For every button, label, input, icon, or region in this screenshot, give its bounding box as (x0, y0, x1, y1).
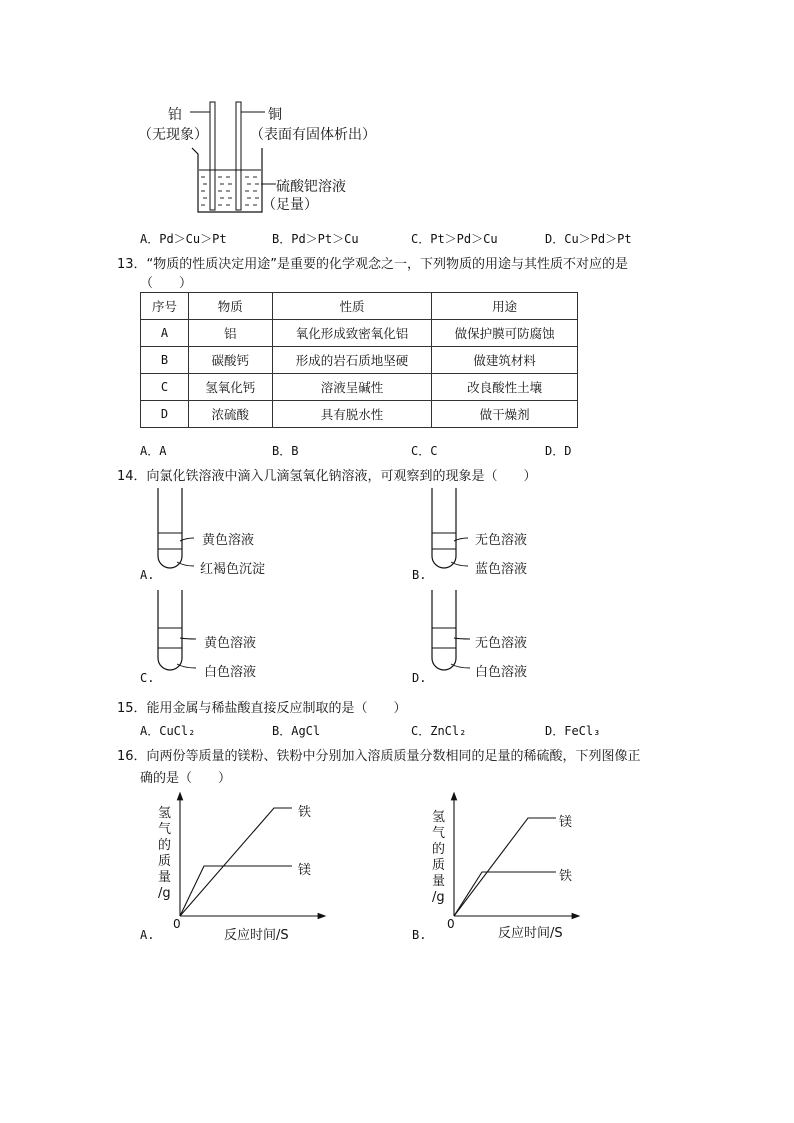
x-axis-label: 反应时间/S (224, 928, 289, 943)
table-row (141, 347, 578, 374)
copper-note: （表面有固体析出） (250, 127, 376, 143)
q15-stem: 15．能用金属与稀盐酸直接反应制取的是（ ） (117, 701, 407, 716)
platinum-label: 铂 (168, 107, 182, 123)
choice-letter: A. (140, 568, 155, 582)
lower-layer-label: 红褐色沉淀 (200, 562, 266, 577)
q13-option-b[interactable]: B．B (272, 444, 299, 458)
q15-option-b[interactable]: B．AgCl (272, 724, 321, 738)
lower-curve-label: 铁 (559, 869, 573, 884)
table-row (141, 374, 578, 401)
copper-label: 铜 (268, 107, 282, 123)
table-cell: 铝 (188, 320, 272, 347)
table-cell: 做建筑材料 (432, 347, 578, 374)
platinum-note: （无现象） (138, 127, 208, 143)
table-cell: A (141, 320, 189, 347)
table-header-row (141, 293, 578, 320)
header-cell: 物质 (188, 293, 272, 320)
x-axis-label: 反应时间/S (498, 926, 563, 941)
origin-label: 0 (173, 917, 181, 931)
q13-stem: 13．“物质的性质决定用途”是重要的化学观念之一，下列物质的用途与其性质不对应的是 (117, 257, 629, 272)
table-cell: 改良酸性土壤 (432, 374, 578, 401)
q12-option-b[interactable]: B．Pd＞Pt＞Cu (272, 232, 359, 246)
table-cell: D (141, 401, 189, 428)
table-cell: 形成的岩石质地坚硬 (272, 347, 432, 374)
y-axis-label: 氢 气 的 质 量 /g (432, 810, 446, 905)
table-cell: 溶液呈碱性 (272, 374, 432, 401)
origin-label: 0 (447, 917, 455, 931)
magnesium-curve (180, 866, 292, 916)
q12-option-a[interactable]: A．Pd＞Cu＞Pt (140, 232, 227, 246)
q16-stem-line2: 确的是（ ） (140, 771, 232, 786)
table-cell: 做干燥剂 (432, 401, 578, 428)
choice-letter: D. (412, 671, 427, 685)
test-tube-icon (424, 588, 474, 680)
iron-curve (454, 872, 556, 916)
y-axis-label: 氢 气 的 质 量 /g (158, 806, 172, 901)
lower-layer-label: 白色溶液 (204, 665, 257, 680)
q16-stem-line1: 16．向两份等质量的镁粉、铁粉中分别加入溶质质量分数相同的足量的稀硫酸，下列图像正 (117, 749, 641, 764)
lower-layer-label: 白色溶液 (475, 665, 528, 680)
solution-label: 硫酸钯溶液 (276, 179, 346, 195)
upper-layer-label: 无色溶液 (475, 533, 528, 548)
table-cell: 氢氧化钙 (188, 374, 272, 401)
beaker (192, 148, 262, 212)
test-tube-icon (150, 588, 200, 680)
properties-table (140, 292, 578, 428)
table-cell: 做保护膜可防腐蚀 (432, 320, 578, 347)
platinum-electrode (210, 102, 215, 210)
choice-letter: B. (412, 568, 427, 582)
iron-curve (180, 808, 292, 916)
header-cell: 用途 (432, 293, 578, 320)
table-cell: 浓硫酸 (188, 401, 272, 428)
copper-electrode (236, 102, 241, 210)
graph-letter: B. (412, 928, 427, 942)
upper-curve-label: 镁 (559, 815, 573, 830)
table-cell: C (141, 374, 189, 401)
q13-option-d[interactable]: D．D (545, 444, 572, 458)
upper-layer-label: 黄色溶液 (204, 636, 257, 651)
q14-stem: 14．向氯化铁溶液中滴入几滴氢氧化钠溶液，可观察到的现象是（ ） (117, 469, 537, 484)
q15-option-c[interactable]: C．ZnCl₂ (411, 724, 467, 738)
q12-option-c[interactable]: C．Pt＞Pd＞Cu (411, 232, 498, 246)
table-cell: 碳酸钙 (188, 347, 272, 374)
choice-letter: C. (140, 671, 155, 685)
lower-layer-label: 蓝色溶液 (475, 562, 528, 577)
table-cell: 氧化形成致密氧化铝 (272, 320, 432, 347)
upper-layer-label: 黄色溶液 (202, 533, 255, 548)
test-tube-icon (424, 486, 474, 578)
header-cell: 性质 (272, 293, 432, 320)
magnesium-curve (454, 818, 556, 916)
table-row (141, 401, 578, 428)
q13-option-c[interactable]: C．C (411, 444, 438, 458)
table-cell: 具有脱水性 (272, 401, 432, 428)
lower-curve-label: 镁 (298, 863, 312, 878)
q15-option-d[interactable]: D．FeCl₃ (545, 724, 601, 738)
table-cell: B (141, 347, 189, 374)
q15-option-a[interactable]: A．CuCl₂ (140, 724, 196, 738)
test-tube-icon (150, 486, 200, 578)
q13-option-a[interactable]: A．A (140, 444, 167, 458)
upper-curve-label: 铁 (298, 805, 312, 820)
graph-letter: A. (140, 928, 155, 942)
solution-note: （足量） (262, 197, 318, 213)
q13-answer-paren: （ ） (140, 276, 193, 291)
upper-layer-label: 无色溶液 (475, 636, 528, 651)
table-row (141, 320, 578, 347)
q12-option-d[interactable]: D．Cu＞Pd＞Pt (545, 232, 632, 246)
header-cell: 序号 (141, 293, 189, 320)
